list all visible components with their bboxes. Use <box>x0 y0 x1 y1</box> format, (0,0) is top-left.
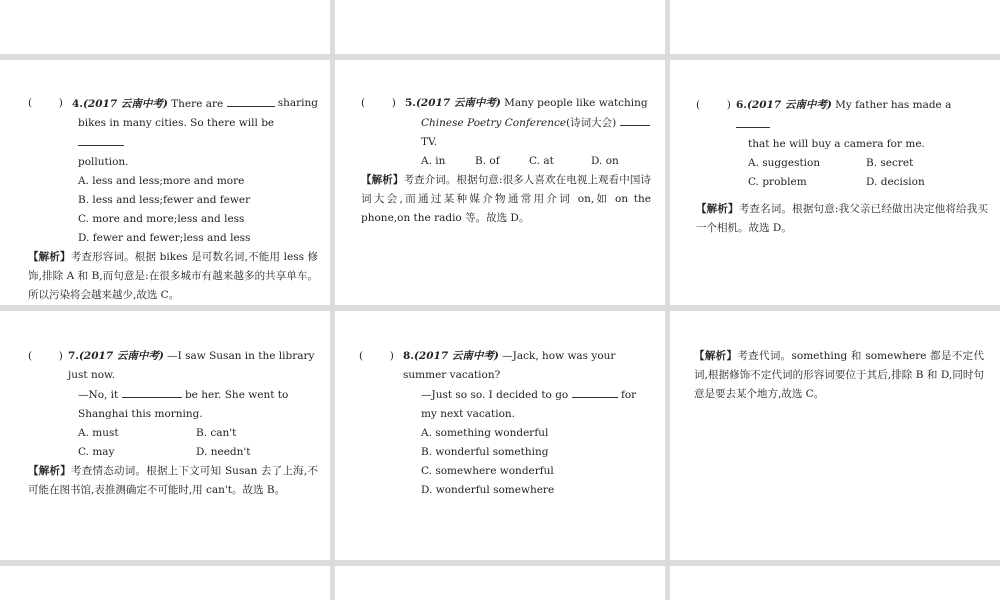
option: A. suggestion <box>748 157 821 169</box>
option: A. must <box>78 427 119 439</box>
question-number: 5. <box>405 97 416 109</box>
question-source: (2017 云南中考) <box>78 350 164 362</box>
option: D. on <box>591 155 619 167</box>
question-stem: —Just so so. I decided to go <box>421 389 569 401</box>
question-stem: (诗词大会) <box>566 117 617 129</box>
answer-blank <box>227 94 275 107</box>
analysis-text: 考查介词。根据句意:很多人喜欢在电视上观看中国诗词大会,而通过某种媒介物通常用介词 on,如 on the phone,on the radio 等。故选 D。 <box>361 174 651 224</box>
option: B. can't <box>196 427 237 439</box>
options-list <box>696 173 988 192</box>
analysis-text: 考查形容词。根据 bikes 是可数名词,不能用 less 修饰,排除 A 和 B,而句意是:在很多城市有越来越多的共享单车。所以污染将会越来越少,故选 C。 <box>28 251 319 301</box>
question-6-tile <box>670 60 1000 305</box>
answer-blank <box>78 133 124 146</box>
option: A. in <box>421 155 446 167</box>
analysis <box>361 171 651 228</box>
answer-blank <box>572 385 618 398</box>
question-source: (2017 云南中考) <box>746 99 832 111</box>
question-source: (2017 云南中考) <box>413 350 499 362</box>
bottom-tile-right <box>670 566 1000 600</box>
answer-bracket: ( ) <box>696 99 731 111</box>
question-number: 6. <box>736 99 747 111</box>
question-stem: for my next vacation. <box>421 389 637 420</box>
question-stem: There are <box>171 98 224 110</box>
option: D. wonderful somewhere <box>421 484 555 496</box>
question-stem: —I saw Susan in the library just now. <box>68 350 315 381</box>
question-stem: My father has made a <box>835 99 952 111</box>
question-8-analysis-tile <box>670 311 1000 560</box>
option: A. something wonderful <box>421 427 549 439</box>
options-list <box>696 154 988 173</box>
options-list <box>28 424 318 443</box>
bottom-tile-middle <box>335 566 665 600</box>
option: D. needn't <box>196 446 251 458</box>
bottom-tile-left <box>0 566 330 600</box>
option: C. somewhere wonderful <box>421 465 554 477</box>
question-stem: that he will buy a camera for me. <box>748 138 925 150</box>
option: C. at <box>529 155 554 167</box>
answer-bracket: ( ) <box>28 350 63 362</box>
question-4-tile <box>0 60 330 305</box>
analysis <box>694 347 984 404</box>
analysis <box>28 248 318 305</box>
question-7-tile <box>0 311 330 560</box>
options-list <box>28 172 318 248</box>
question-stem: be her. She went to Shanghai this morning. <box>78 389 289 420</box>
question-5-tile <box>335 60 665 305</box>
options-list <box>359 424 649 500</box>
question-source: (2017 云南中考) <box>82 98 168 110</box>
answer-blank <box>620 113 650 126</box>
top-tile-middle <box>335 0 665 54</box>
analysis <box>28 462 318 500</box>
question-number: 8. <box>403 350 414 362</box>
analysis-tag: 【解析】 <box>696 203 739 215</box>
question-stem: pollution. <box>78 156 129 168</box>
question-source: (2017 云南中考) <box>415 97 501 109</box>
question-stem: Many people like watching <box>504 97 648 109</box>
question-number: 7. <box>68 350 79 362</box>
options-list <box>361 152 651 171</box>
answer-blank <box>736 115 770 128</box>
option: B. less and less;fewer and fewer <box>78 194 251 206</box>
answer-bracket: ( ) <box>359 350 394 362</box>
answer-bracket: ( ) <box>361 97 396 109</box>
analysis-tag: 【解析】 <box>28 465 71 477</box>
analysis-text: 考查名词。根据句意:我父亲已经做出决定他将给我买一个相机。故选 D。 <box>696 203 988 234</box>
option: B. wonderful something <box>421 446 549 458</box>
option: B. of <box>475 155 500 167</box>
option: D. decision <box>866 176 925 188</box>
analysis-text: 考查代词。something 和 somewhere 都是不定代词,根据修饰不定代词的形容词要位于其后,排除 B 和 D,同时句意是要去某个地方,故选 C。 <box>694 350 984 400</box>
analysis-tag: 【解析】 <box>361 174 404 186</box>
top-tile-right <box>670 0 1000 54</box>
question-stem: —Jack, how was your summer vacation? <box>403 350 616 381</box>
answer-blank <box>122 385 182 398</box>
question-stem: —No, it <box>78 389 119 401</box>
question-stem: TV. <box>421 136 438 148</box>
top-tile-left <box>0 0 330 54</box>
options-list <box>28 443 318 462</box>
answer-bracket: ( ) <box>28 97 63 109</box>
question-number: 4. <box>72 98 83 110</box>
question-stem-title: Chinese Poetry Conference <box>421 117 567 129</box>
option: C. more and more;less and less <box>78 213 245 225</box>
option: D. fewer and fewer;less and less <box>78 232 251 244</box>
question-stem: sharing <box>277 97 318 109</box>
question-stem: bikes in many cities. So there will be <box>78 117 275 129</box>
option: C. may <box>78 446 115 458</box>
question-8-tile <box>335 311 665 560</box>
analysis-text: 考查情态动词。根据上下文可知 Susan 去了上海,不可能在图书馆,表推测确定不可能时,用 can't。故选 B。 <box>28 465 318 496</box>
option: C. problem <box>748 176 807 188</box>
analysis <box>696 200 988 238</box>
option: B. secret <box>866 157 914 169</box>
option: A. less and less;more and more <box>78 175 245 187</box>
analysis-tag: 【解析】 <box>694 350 738 362</box>
analysis-tag: 【解析】 <box>28 251 71 263</box>
